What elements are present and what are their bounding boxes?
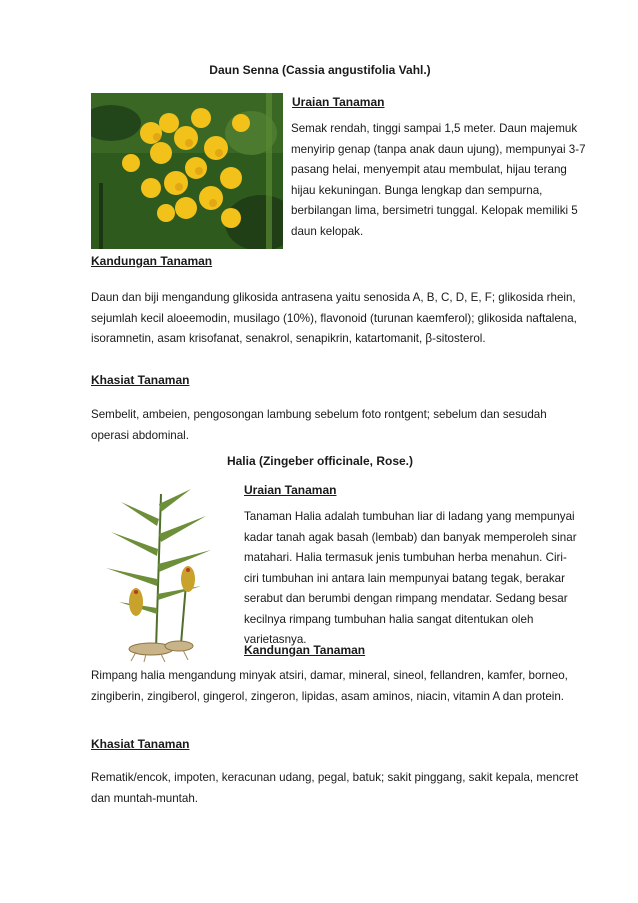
- senna-uraian-heading: Uraian Tanaman: [292, 95, 385, 109]
- senna-title: Daun Senna (Cassia angustifolia Vahl.): [209, 63, 431, 77]
- halia-uraian-heading: Uraian Tanaman: [244, 483, 337, 497]
- senna-photo: [91, 93, 283, 249]
- halia-illustration: [91, 484, 236, 662]
- senna-uraian-text: Semak rendah, tinggi sampai 1,5 meter. Daun majemuk menyirip genap (tanpa anak daun ujung), mempunyai 3-7 pasang helai, menyempit atau membulat, hijau terang hijau kekuningan. Bunga lengkap dan sempurna, berbilangan lima, bersimetri tunggal. Kelopak memiliki 5 daun kelopak.: [291, 122, 586, 238]
- senna-kandungan-text: Daun dan biji mengandung glikosida antrasena yaitu senosida A, B, C, D, E, F; glikosida rhein, sejumlah kecil aloeemodin, musilago (10%), flavonoid (turunan kaemferol); glikosida naftalena, isoramnetin, asam krisofanat, senakrol, senapikrin, katartomanit, β-sitosterol.: [91, 291, 577, 345]
- halia-kandungan-text: Rimpang halia mengandung minyak atsiri, damar, mineral, sineol, fellandren, kamfer, borneo, zingiberin, zingiberol, gingerol, zingeron, lipidas, asam aminos, niacin, vitamin A dan protein.: [91, 669, 568, 703]
- halia-title: Halia (Zingeber officinale, Rose.): [226, 454, 414, 468]
- halia-khasiat-heading: Khasiat Tanaman: [91, 737, 190, 751]
- halia-uraian-text: Tanaman Halia adalah tumbuhan liar di ladang yang mempunyai kadar tanah agak basah (lembab) dan banyak memperoleh sinar matahari. Halia termasuk jenis tumbuhan herba menahun. Ciri-ciri tumbuhan ini antara lain mempunyai batang tegak, berakar serabut dan berumbi dengan rimpang mendatar. Sedang besar kecilnya rimpang tumbuhan halia sangat ditentukan oleh varietasnya.: [244, 510, 577, 646]
- senna-khasiat-text: Sembelit, ambeien, pengosongan lambung sebelum foto rontgent; sebelum dan sesudah operasi abdominal.: [91, 408, 547, 442]
- senna-khasiat-heading: Khasiat Tanaman: [91, 373, 190, 387]
- halia-kandungan-heading: Kandungan Tanaman: [244, 643, 366, 657]
- senna-kandungan-heading: Kandungan Tanaman: [91, 254, 213, 268]
- halia-khasiat-text: Rematik/encok, impoten, keracunan udang, pegal, batuk; sakit pinggang, sakit kepala, mencret dan muntah-muntah.: [91, 771, 579, 805]
